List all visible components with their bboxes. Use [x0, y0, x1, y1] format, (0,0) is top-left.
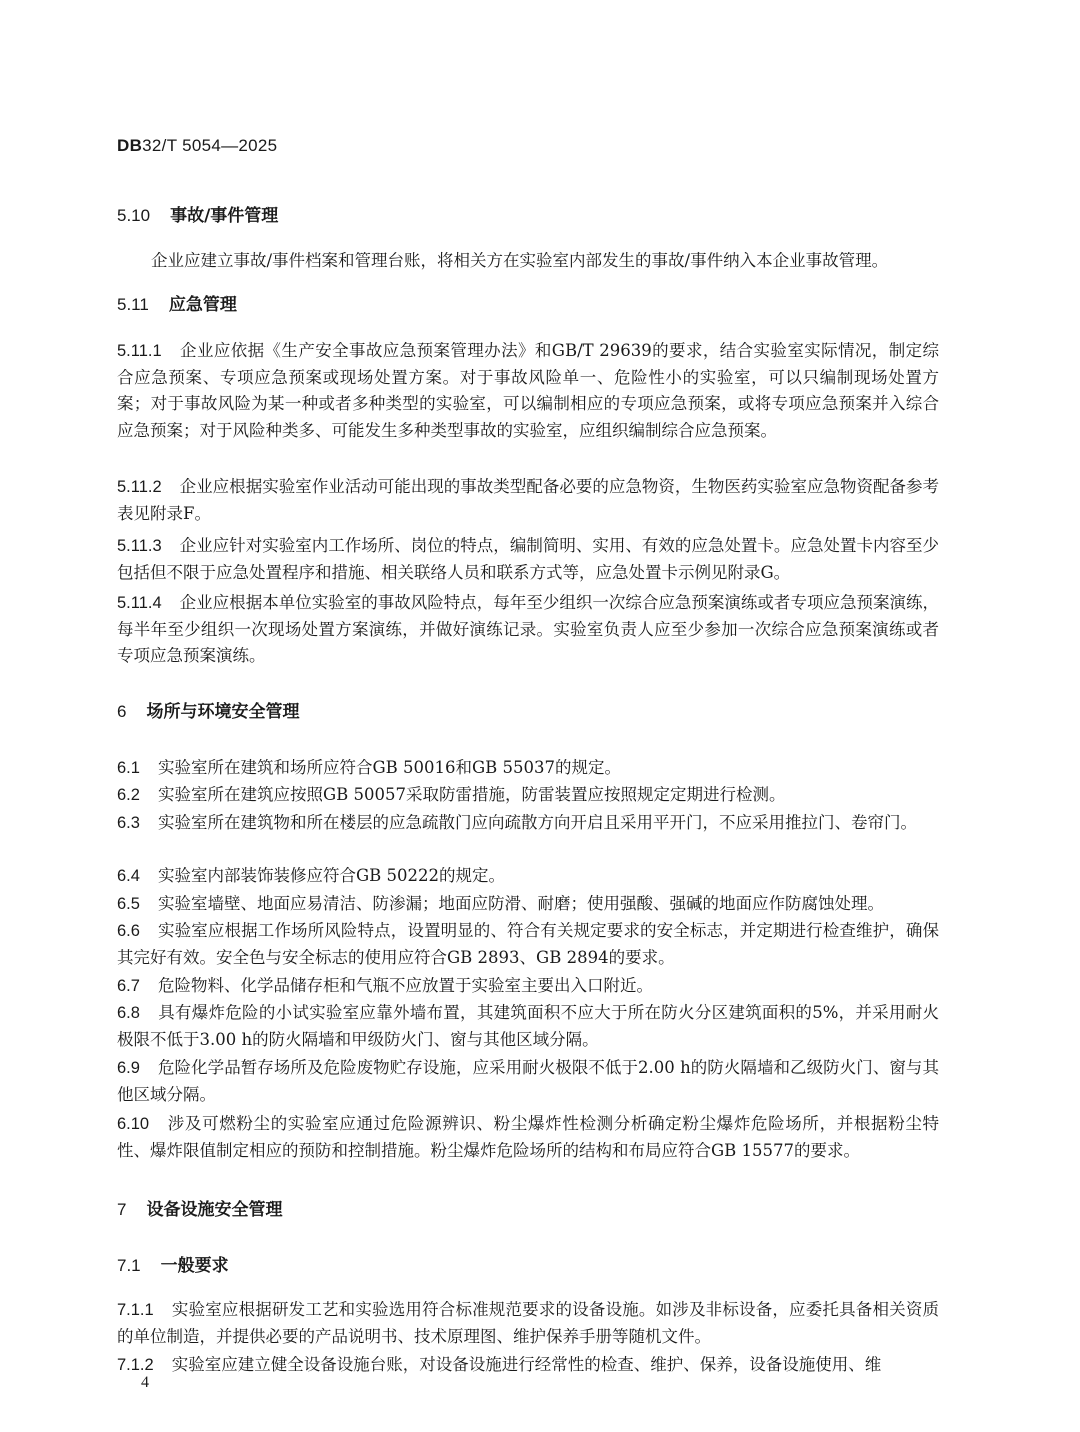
section-number: 7	[117, 1200, 127, 1219]
clause-text: 实验室墙壁、地面应易清洁、防渗漏；地面应防滑、耐磨；使用强酸、强碱的地面应作防腐蚀处理。	[157, 894, 884, 913]
clause-text: 实验室所在建筑和场所应符合GB 50016和GB 55037的规定。	[157, 758, 622, 777]
clause-number: 6.4	[117, 867, 140, 885]
clause-number: 7.1.1	[117, 1301, 154, 1319]
clause-number: 6.9	[117, 1059, 140, 1077]
clause-6-5	[117, 891, 939, 918]
section-title: 事故/事件管理	[170, 206, 279, 226]
clause-6-10	[117, 1111, 939, 1164]
standard-code-header	[117, 136, 277, 156]
clause-text: 危险物料、化学品储存柜和气瓶不应放置于实验室主要出入口附近。	[157, 976, 653, 995]
clause-number: 5.11.1	[117, 342, 162, 360]
clause-text: 实验室内部装饰装修应符合GB 50222的规定。	[157, 866, 505, 885]
clause-5-11-1	[117, 338, 939, 444]
clause-6-1	[117, 755, 939, 782]
clause-text: 实验室应建立健全设备设施台账，对设备设施进行经常性的检查、维护、保养，设备设施使用、维	[171, 1355, 882, 1374]
section-heading-7-1	[117, 1253, 229, 1279]
clause-number: 6.3	[117, 814, 140, 832]
clause-number: 5.11.2	[117, 478, 162, 496]
clause-6-4	[117, 863, 939, 890]
section-title: 一般要求	[160, 1256, 229, 1276]
section-heading-7	[117, 1197, 282, 1223]
clause-number: 7.1.2	[117, 1356, 154, 1374]
section-number: 5.11	[117, 295, 149, 314]
standard-code-number: 32/T 5054—2025	[142, 136, 278, 155]
clause-5-11-2	[117, 474, 939, 527]
clause-number: 6.1	[117, 759, 140, 777]
clause-text: 实验室应根据研发工艺和实验选用符合标准规范要求的设备设施。如涉及非标设备，应委托具备相关资质的单位制造，并提供必要的产品说明书、技术原理图、维护保养手册等随机文件。	[117, 1300, 939, 1346]
clause-number: 6.7	[117, 977, 140, 995]
clause-text: 实验室应根据工作场所风险特点，设置明显的、符合有关规定要求的安全标志，并定期进行检查维护，确保其完好有效。安全色与安全标志的使用应符合GB 2893、GB 2894的要求。	[117, 921, 939, 967]
clause-text: 涉及可燃粉尘的实验室应通过危险源辨识、粉尘爆炸性检测分析确定粉尘爆炸危险场所，并根据粉尘特性、爆炸限值制定相应的预防和控制措施。粉尘爆炸危险场所的结构和布局应符合GB 15577的要求。	[117, 1114, 939, 1160]
clause-number: 6.5	[117, 895, 140, 913]
clause-text: 企业应针对实验室内工作场所、岗位的特点，编制简明、实用、有效的应急处置卡。应急处置卡内容至少包括但不限于应急处置程序和措施、相关联络人员和联系方式等，应急处置卡示例见附录G。	[117, 536, 939, 582]
clause-number: 6.8	[117, 1004, 140, 1022]
clause-6-2	[117, 782, 939, 809]
section-title: 场所与环境安全管理	[146, 702, 300, 722]
clause-text: 实验室所在建筑物和所在楼层的应急疏散门应向疏散方向开启且采用平开门，不应采用推拉门、卷帘门。	[157, 813, 917, 832]
clause-5-11-3	[117, 533, 939, 586]
clause-text: 企业应依据《生产安全事故应急预案管理办法》和GB/T 29639的要求，结合实验室实际情况，制定综合应急预案、专项应急预案或现场处置方案。对于事故风险单一、危险性小的实验室，可以只编制现场处置方案；对于事故风险为某一种或者多种类型的实验室，可以编制相应的专项应急预案，或将专项应急预案并入综合应急预案；对于风险种类多、可能发生多种类型事故的实验室，应组织编制综合应急预案。	[117, 341, 939, 440]
section-heading-5-10	[117, 203, 278, 229]
clause-7-1-2	[117, 1352, 939, 1379]
paragraph-5-10: 企业应建立事故/事件档案和管理台账，将相关方在实验室内部发生的事故/事件纳入本企业事故管理。	[151, 251, 889, 270]
standard-code-prefix: DB	[117, 136, 143, 155]
clause-text: 危险化学品暂存场所及危险废物贮存设施，应采用耐火极限不低于2.00 h的防火隔墙和乙级防火门、窗与其他区域分隔。	[117, 1058, 939, 1104]
clause-text: 企业应根据实验室作业活动可能出现的事故类型配备必要的应急物资，生物医药实验室应急物资配备参考表见附录F。	[117, 477, 939, 523]
clause-text: 企业应根据本单位实验室的事故风险特点，每年至少组织一次综合应急预案演练或者专项应急预案演练，每半年至少组织一次现场处置方案演练，并做好演练记录。实验室负责人应至少参加一次综合应急预案演练或者专项应急预案演练。	[117, 593, 939, 665]
clause-5-11-4	[117, 590, 939, 670]
clause-text: 具有爆炸危险的小试实验室应靠外墙布置，其建筑面积不应大于所在防火分区建筑面积的5%，并采用耐火极限不低于3.00 h的防火隔墙和甲级防火门、窗与其他区域分隔。	[117, 1003, 939, 1049]
section-number: 6	[117, 702, 127, 721]
section-number: 5.10	[117, 206, 151, 225]
page-number: 4	[141, 1374, 149, 1391]
clause-6-8	[117, 1000, 939, 1053]
section-heading-6	[117, 699, 299, 725]
section-number: 7.1	[117, 1256, 141, 1275]
clause-number: 6.6	[117, 922, 140, 940]
section-title: 应急管理	[168, 295, 237, 315]
clause-6-3	[117, 810, 939, 837]
clause-6-9	[117, 1055, 939, 1108]
clause-number: 5.11.3	[117, 537, 162, 555]
clause-text: 实验室所在建筑应按照GB 50057采取防雷措施，防雷装置应按照规定定期进行检测。	[157, 785, 786, 804]
section-title: 设备设施安全管理	[146, 1200, 283, 1220]
clause-7-1-1	[117, 1297, 939, 1350]
clause-6-6	[117, 918, 939, 971]
clause-number: 6.10	[117, 1115, 150, 1133]
clause-number: 6.2	[117, 786, 140, 804]
section-heading-5-11	[117, 292, 237, 318]
clause-number: 5.11.4	[117, 594, 162, 612]
clause-6-7	[117, 973, 939, 1000]
